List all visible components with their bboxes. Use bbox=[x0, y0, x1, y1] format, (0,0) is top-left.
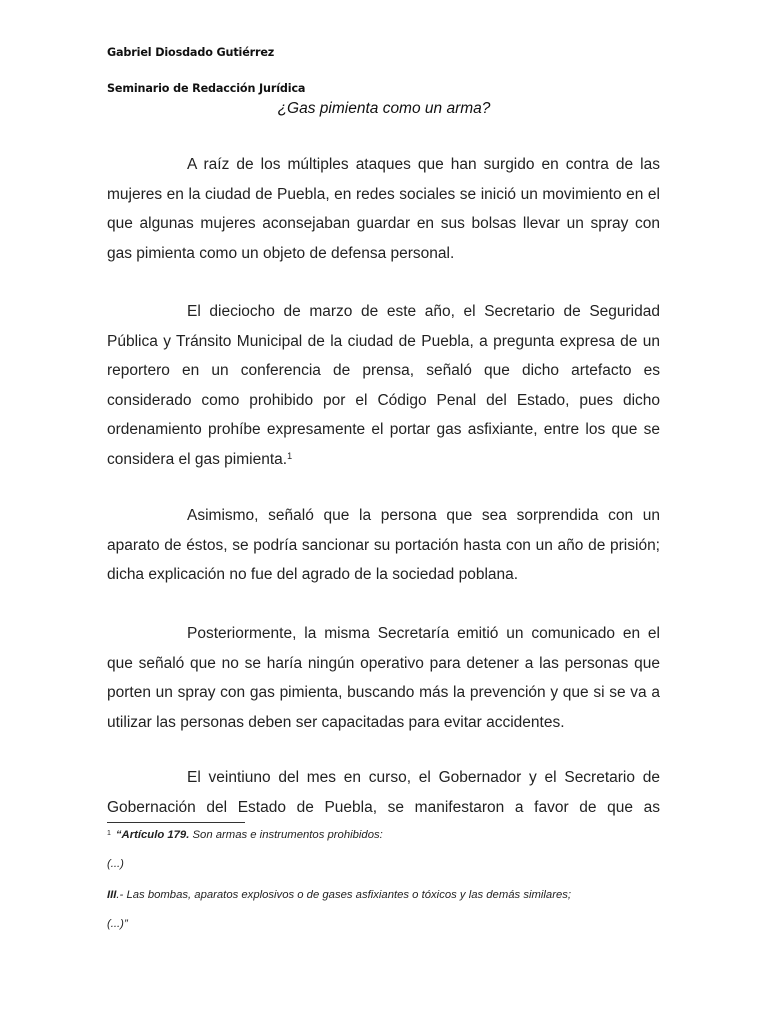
footnote-number: 1 bbox=[107, 830, 111, 837]
footnote-fraction-text: .- Las bombas, aparatos explosivos o de gases asfixiantes o tóxicos y las demás similares; bbox=[116, 889, 572, 901]
footnote-article: “Artículo 179. bbox=[115, 829, 190, 841]
document-title: ¿Gas pimienta como un arma? bbox=[277, 100, 491, 117]
paragraph-4 bbox=[107, 619, 660, 737]
footnote-line-3 bbox=[107, 889, 571, 901]
footnote-fraction: III bbox=[107, 889, 117, 901]
footnote-separator bbox=[107, 822, 245, 823]
paragraph-3 bbox=[107, 501, 660, 590]
footnote-line-1 bbox=[107, 829, 383, 841]
paragraph-2 bbox=[107, 297, 660, 475]
paragraph-2-text: El dieciocho de marzo de este año, el Secretario de Seguridad Pública y Tránsito Municipal de la ciudad de Puebla, a pregunta expresa de un reportero en un conferencia de prensa, señaló que dicho artefacto es considerado como prohibido por el Código Penal del Estado, pues dicho ordenamiento prohíbe expresamente el portar gas asfixiante, entre los que se considera el gas pimienta. bbox=[107, 303, 660, 468]
footnote-line-2: (...) bbox=[107, 858, 124, 870]
footnote-line-4: (...)” bbox=[107, 918, 128, 930]
paragraph-4-text: Posteriormente, la misma Secretaría emitió un comunicado en el que señaló que no se haría ningún operativo para detener a las personas que porten un spray con gas pimienta, buscando más la prevención y que si se va a utilizar las personas deben ser capacitadas para evitar accidentes. bbox=[107, 625, 660, 731]
seminar-name: Seminario de Redacción Jurídica bbox=[107, 82, 306, 95]
footnote-article-text: Son armas e instrumentos prohibidos: bbox=[189, 829, 383, 841]
footnote-ref[interactable]: 1 bbox=[287, 450, 293, 461]
paragraph-5-text: El veintiuno del mes en curso, el Gobernador y el Secretario de Gobernación del Estado de Puebla, se manifestaron a favor de que as bbox=[107, 769, 660, 816]
paragraph-3-text: Asimismo, señaló que la persona que sea sorprendida con un aparato de éstos, se podría sancionar su portación hasta con un año de prisión; dicha explicación no fue del agrado de la sociedad poblana. bbox=[107, 507, 660, 584]
paragraph-5 bbox=[107, 763, 660, 822]
paragraph-1-text: A raíz de los múltiples ataques que han surgido en contra de las mujeres en la ciudad de Puebla, en redes sociales se inició un movimiento en el que algunas mujeres aconsejaban guardar en sus bolsas llevar un spray con gas pimienta como un objeto de defensa personal. bbox=[107, 156, 660, 262]
author-name: Gabriel Diosdado Gutiérrez bbox=[107, 46, 275, 59]
paragraph-1 bbox=[107, 150, 660, 268]
